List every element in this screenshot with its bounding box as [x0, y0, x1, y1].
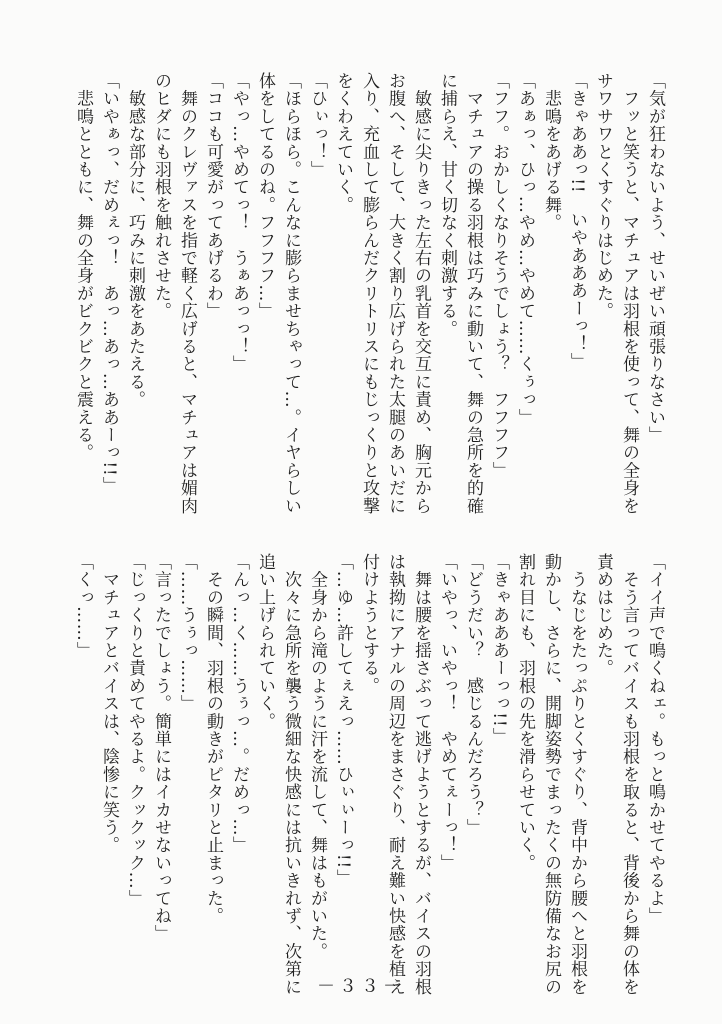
text-line: 「じっくりと責めてやるよ。クックック…」	[125, 553, 145, 907]
text-line: フッと笑うと、マチュアは羽根を使って、舞の全身を	[619, 72, 639, 515]
page-number: －３３－	[317, 976, 405, 997]
text-line: 「気が狂わないよう、せいぜい頑張りなさい」	[645, 72, 665, 444]
text-line: に捕らえ、甘く切なく刺激する。	[437, 72, 457, 338]
text-line: 全身から滝のように汗を流して、舞はもがいた。	[307, 553, 327, 961]
text-line: 「くっ……」	[73, 553, 93, 660]
text-line: 次々に急所を襲う微細な快感には抗いきれず、次第に	[281, 553, 301, 996]
text-line: 「ココも可愛がってあげるわ」	[203, 72, 223, 320]
text-line: 悲鳴をあげる舞。	[541, 72, 561, 232]
text-line: 「んっ…く……うぅっ…。だめっ…」	[229, 553, 249, 854]
text-line: 「イイ声で鳴くねェ。もっと鳴かせてやるよ」	[645, 553, 665, 925]
text-line: その瞬間、羽根の動きがピタリと止まった。	[203, 553, 223, 925]
text-block-top	[70, 72, 668, 515]
text-line: 舞のクレヴァスを指で軽く広げると、マチュアは媚肉	[177, 72, 197, 515]
text-line: 「いやぁっ、だめぇっ！ あっ…あっ…ああーっ!!」	[99, 72, 119, 495]
text-line: 追い上げられていく。	[255, 553, 275, 730]
text-line: 「あぁっ、ひっ…やめ…やめて……くぅっ」	[515, 72, 535, 426]
text-line: をくわえていく。	[333, 72, 353, 214]
text-line: マチュアの操る羽根は巧みに動いて、舞の急所を的確	[463, 72, 483, 515]
text-line: 敏感な部分に、巧みに刺激をあたえる。	[125, 72, 145, 409]
text-line: 「いやっ、いやっ！ やめてぇーっ！」	[437, 553, 457, 872]
text-line: そう言ってバイスも羽根を取ると、背後から舞の体を	[619, 553, 639, 996]
text-line: お腹へ、そして、大きく割り広げられた太腿のあいだに	[385, 72, 405, 515]
text-line: 「フフ。おかしくなりそうでしょう？ フフフフ」	[489, 72, 509, 480]
text-line: うなじをたっぷりとくすぐり、背中から腰へと羽根を	[567, 553, 587, 996]
text-line: は執拗にアナルの周辺をまさぐり、耐え難い快感を植え	[385, 553, 405, 996]
text-line: 敏感に尖りきった左右の乳首を交互に責め、胸元から	[411, 72, 431, 515]
text-line: 動かし、さらに、開脚姿勢でまったくの無防備なお尻の	[541, 553, 561, 996]
text-line: 「どうだい？ 感じるんだろう？」	[463, 553, 483, 837]
text-line: 「ひぃっ！」	[307, 72, 327, 179]
text-line: 「ほらほら。こんなに膨らませちゃって…。イヤらしい	[281, 72, 301, 515]
text-line: 付けようとする。	[359, 553, 379, 695]
text-line: サワサワとくすぐりはじめた。	[593, 72, 613, 320]
text-line: 悲鳴とともに、舞の全身がビクビクと震える。	[73, 72, 93, 462]
text-line: 「言ったでしょう。簡単にはイカせないってね」	[151, 553, 171, 943]
text-line: 舞は腰を揺さぶって逃げようとするが、バイスの羽根	[411, 553, 431, 996]
text-line: 「きゃああっ!! いやあああーっ！」	[567, 72, 587, 371]
text-line: 入り、充血して膨らんだクリトリスにもじっくりと攻撃	[359, 72, 379, 515]
text-line: 「…ゆ…許してぇえっ……ひぃぃーっ!!」	[333, 553, 353, 887]
text-line: のヒダにも羽根を触れさせた。	[151, 72, 171, 320]
text-line: 「……うぅっ……」	[177, 553, 197, 713]
text-line: 体をしてるのね。フフフフ…」	[255, 72, 275, 320]
text-line: マチュアとバイスは、陰惨に笑う。	[99, 553, 119, 854]
text-line: 「やっ…やめてっ！ うぁあっっ！」	[229, 72, 249, 373]
text-line: 割れ目にも、羽根の先を滑らせていく。	[515, 553, 535, 872]
text-line: 責めはじめた。	[593, 553, 613, 677]
text-line: 「きゃあああーっっ!!」	[489, 553, 509, 746]
